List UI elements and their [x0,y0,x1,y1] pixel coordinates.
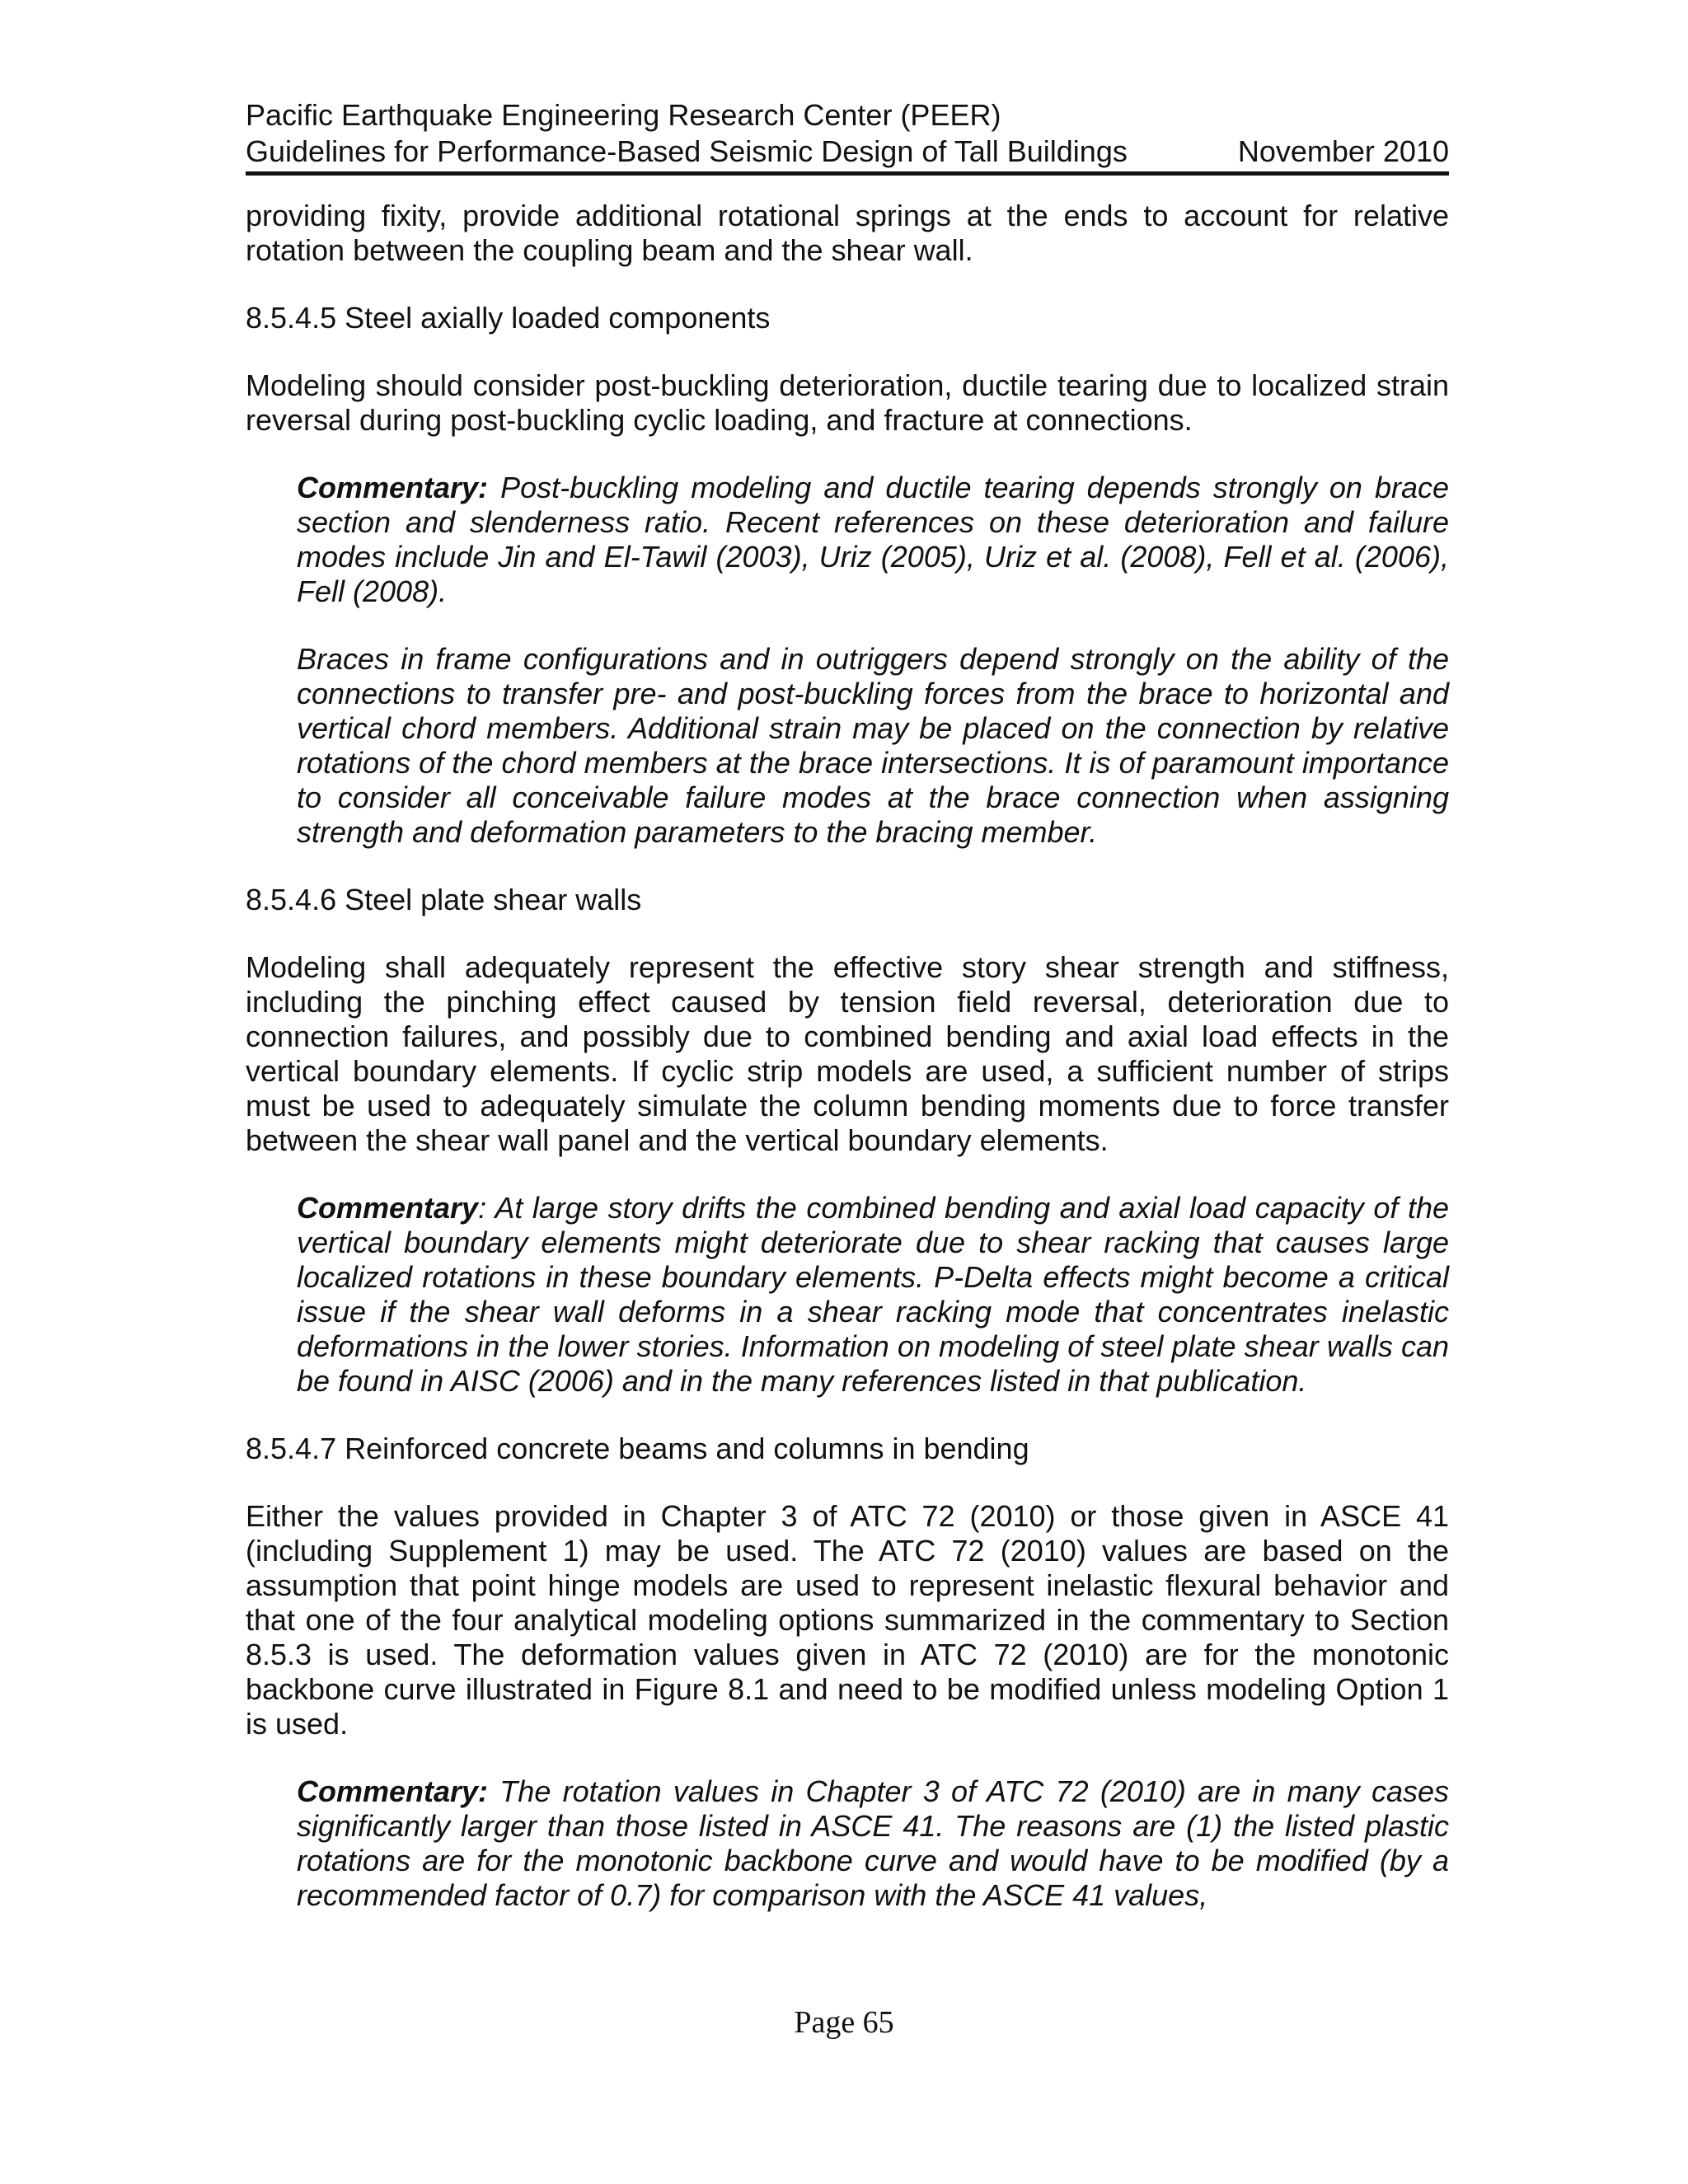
header-organization: Pacific Earthquake Engineering Research Center (PEER) [246,98,1001,132]
page-number: Page 65 [794,2005,894,2040]
intro-paragraph: providing fixity, provide additional rotational springs at the ends to account for relative rotation between the coupling beam and the shear wall. [246,199,1449,267]
header-row [246,134,1449,170]
page-header [246,97,1449,176]
commentary-label: Commentary [297,1191,479,1225]
commentary-8545 [297,471,1449,609]
header-document-title: Guidelines for Performance-Based Seismic Design of Tall Buildings [246,134,1128,168]
commentary-8546 [297,1191,1449,1399]
section-body-8545: Modeling should consider post-buckling deterioration, ductile tearing due to localized strain reversal during post-buckling cyclic loading, and fracture at connections. [246,368,1449,437]
commentary-8547 [297,1774,1449,1913]
section-heading-8545: 8.5.4.5 Steel axially loaded components [246,301,771,335]
section-body-8547: Either the values provided in Chapter 3 of ATC 72 (2010) or those given in ASCE 41 (including Supplement 1) may be used. The ATC 72 (2010) values are based on the assumption that point hinge models are used to represent inelastic flexural behavior and that one of the four analytical modeling options summarized in the commentary to Section 8.5.3 is used. The deformation values given in ATC 72 (2010) are for the monotonic backbone curve illustrated in Figure 8.1 and need to be modified unless modeling Option 1 is used. [246,1499,1449,1741]
commentary-label: Commentary: [297,471,489,504]
commentary-text: : At large story drifts the combined bending and axial load capacity of the vertical boundary elements might deteriorate due to shear racking that causes large localized rotations in these boundary elements. P-Delta effects might become a critical issue if the shear wall deforms in a shear racking mode that concentrates inelastic deformations in the lower stories. Information on modeling of steel plate shear walls can be found in AISC (2006) and in the many references listed in that publication. [297,1191,1449,1398]
header-date: November 2010 [1237,134,1449,168]
commentary-text: Post-buckling modeling and ductile tearing depends strongly on brace section and slenderness ratio. Recent references on these deterioration and failure modes include Jin and El-Tawil (2003), Uriz (2005), Uriz et al. (2008), Fell et al. (2006), Fell (2008). [297,471,1449,608]
document-page [246,97,1449,1913]
section-body-8546: Modeling shall adequately represent the effective story shear strength and stiffness, including the pinching effect caused by tension field reversal, deterioration due to connection failures, and possibly due to combined bending and axial load effects in the vertical boundary elements. If cyclic strip models are used, a sufficient number of strips must be used to adequately simulate the column bending moments due to force transfer between the shear wall panel and the vertical boundary elements. [246,950,1449,1157]
commentary-text: The rotation values in Chapter 3 of ATC 72 (2010) are in many cases significantly larger than those listed in ASCE 41. The reasons are (1) the listed plastic rotations are for the monotonic backbone curve and would have to be modified (by a recommended factor of 0.7) for comparison with the ASCE 41 values, [297,1774,1449,1912]
section-heading-8547: 8.5.4.7 Reinforced concrete beams and columns in bending [246,1432,1029,1465]
commentary-label: Commentary: [297,1774,489,1808]
section-heading-8546: 8.5.4.6 Steel plate shear walls [246,883,642,916]
commentary-8545-continued: Braces in frame configurations and in outriggers depend strongly on the ability of the connections to transfer pre- and post-buckling forces from the brace to horizontal and vertical chord members. Additional strain may be placed on the connection by relative rotations of the chord members at the brace intersections. It is of paramount importance to consider all conceivable failure modes at the brace connection when assigning strength and deformation parameters to the bracing member. [297,642,1449,849]
